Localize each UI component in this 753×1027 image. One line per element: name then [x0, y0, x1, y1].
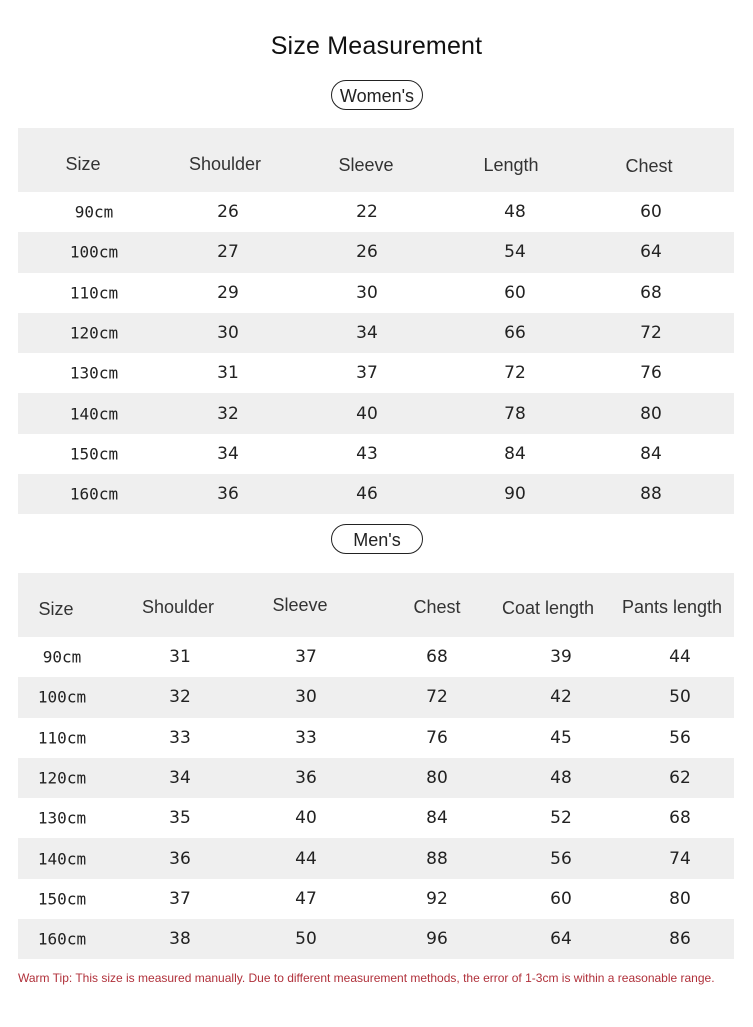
- measurement-cell: 33: [295, 727, 317, 748]
- size-cell: 110cm: [69, 283, 119, 303]
- measurement-cell: 22: [356, 202, 378, 223]
- measurement-cell: 31: [169, 647, 191, 668]
- measurement-cell: 44: [669, 647, 691, 668]
- table-row: [18, 353, 734, 393]
- measurement-cell: 48: [504, 202, 526, 223]
- measurement-cell: 31: [217, 363, 239, 384]
- measurement-cell: 96: [426, 929, 448, 950]
- measurement-cell: 56: [550, 848, 572, 869]
- measurement-cell: 74: [669, 848, 691, 869]
- measurement-cell: 68: [669, 808, 691, 829]
- measurement-cell: 29: [217, 282, 239, 303]
- measurement-cell: 45: [550, 727, 572, 748]
- measurement-cell: 68: [640, 282, 662, 303]
- header-sleeve: Sleeve: [272, 595, 328, 615]
- measurement-cell: 90: [504, 484, 526, 505]
- header-size: Size: [65, 154, 101, 174]
- size-cell: 160cm: [69, 484, 119, 504]
- table-row: [18, 434, 734, 474]
- measurement-cell: 30: [356, 282, 378, 303]
- measurement-cell: 80: [669, 888, 691, 909]
- measurement-cell: 84: [504, 443, 526, 464]
- measurement-cell: 60: [640, 202, 662, 223]
- header-shoulder: Shoulder: [188, 154, 262, 174]
- measurement-cell: 39: [550, 647, 572, 668]
- measurement-cell: 46: [356, 484, 378, 505]
- size-cell: 150cm: [37, 889, 87, 909]
- measurement-cell: 92: [426, 888, 448, 909]
- measurement-cell: 84: [640, 443, 662, 464]
- measurement-cell: 44: [295, 848, 317, 869]
- measurement-cell: 56: [669, 727, 691, 748]
- table-row: [18, 313, 734, 353]
- header-coat-length: Coat length: [501, 598, 595, 618]
- size-cell: 140cm: [37, 849, 87, 869]
- measurement-cell: 50: [669, 687, 691, 708]
- table-row: [18, 879, 734, 919]
- table-row: [18, 677, 734, 717]
- womens-size-table: [18, 128, 734, 514]
- header-pants-length: Pants length: [621, 597, 723, 617]
- measurement-cell: 50: [295, 929, 317, 950]
- measurement-cell: 36: [295, 768, 317, 789]
- table-row: [18, 474, 734, 514]
- mens-section-label: Men's: [331, 524, 423, 554]
- header-chest: Chest: [413, 597, 461, 617]
- table-row: [18, 273, 734, 313]
- measurement-cell: 42: [550, 687, 572, 708]
- size-cell: 130cm: [69, 363, 119, 383]
- womens-section-label: Women's: [331, 80, 423, 110]
- table-row: [18, 798, 734, 838]
- table-body: [18, 192, 734, 514]
- measurement-cell: 47: [295, 888, 317, 909]
- measurement-cell: 36: [217, 484, 239, 505]
- size-cell: 130cm: [37, 808, 87, 828]
- measurement-cell: 33: [169, 727, 191, 748]
- measurement-cell: 32: [217, 403, 239, 424]
- measurement-cell: 30: [295, 687, 317, 708]
- measurement-cell: 86: [669, 929, 691, 950]
- measurement-cell: 48: [550, 768, 572, 789]
- size-cell: 150cm: [69, 444, 119, 464]
- size-cell: 140cm: [69, 404, 119, 424]
- warm-tip-note: Warm Tip: This size is measured manually. Due to different measurement methods, the error of 1-3cm is within a reasonable range.: [18, 971, 715, 985]
- size-cell: 90cm: [74, 202, 114, 222]
- measurement-cell: 72: [504, 363, 526, 384]
- measurement-cell: 72: [426, 687, 448, 708]
- measurement-cell: 26: [356, 242, 378, 263]
- measurement-cell: 76: [426, 727, 448, 748]
- measurement-cell: 88: [426, 848, 448, 869]
- measurement-cell: 66: [504, 323, 526, 344]
- measurement-cell: 37: [169, 888, 191, 909]
- table-header: [18, 128, 734, 192]
- measurement-cell: 40: [356, 403, 378, 424]
- measurement-cell: 27: [217, 242, 239, 263]
- size-cell: 90cm: [42, 647, 82, 667]
- measurement-cell: 34: [217, 443, 239, 464]
- measurement-cell: 60: [504, 282, 526, 303]
- header-chest: Chest: [625, 156, 673, 176]
- size-cell: 110cm: [37, 728, 87, 748]
- measurement-cell: 37: [356, 363, 378, 384]
- table-row: [18, 393, 734, 433]
- measurement-cell: 26: [217, 202, 239, 223]
- measurement-cell: 60: [550, 888, 572, 909]
- table-row: [18, 758, 734, 798]
- measurement-cell: 34: [356, 323, 378, 344]
- measurement-cell: 80: [426, 768, 448, 789]
- table-row: [18, 232, 734, 272]
- measurement-cell: 64: [550, 929, 572, 950]
- measurement-cell: 38: [169, 929, 191, 950]
- size-cell: 160cm: [37, 929, 87, 949]
- table-row: [18, 919, 734, 959]
- measurement-cell: 72: [640, 323, 662, 344]
- measurement-cell: 68: [426, 647, 448, 668]
- measurement-cell: 52: [550, 808, 572, 829]
- size-cell: 100cm: [69, 242, 119, 262]
- measurement-cell: 36: [169, 848, 191, 869]
- header-sleeve: Sleeve: [338, 155, 394, 175]
- measurement-cell: 40: [295, 808, 317, 829]
- measurement-cell: 35: [169, 808, 191, 829]
- measurement-cell: 30: [217, 323, 239, 344]
- header-length: Length: [483, 155, 539, 175]
- table-row: [18, 192, 734, 232]
- header-shoulder: Shoulder: [141, 597, 215, 617]
- measurement-cell: 80: [640, 403, 662, 424]
- size-cell: 120cm: [69, 323, 119, 343]
- table-row: [18, 637, 734, 677]
- measurement-cell: 54: [504, 242, 526, 263]
- measurement-cell: 78: [504, 403, 526, 424]
- table-header: [18, 573, 734, 637]
- header-size: Size: [38, 599, 74, 619]
- table-body: [18, 637, 734, 959]
- table-row: [18, 718, 734, 758]
- measurement-cell: 34: [169, 768, 191, 789]
- measurement-cell: 43: [356, 443, 378, 464]
- measurement-cell: 76: [640, 363, 662, 384]
- size-cell: 100cm: [37, 687, 87, 707]
- mens-size-table: [18, 573, 734, 959]
- page-title: Size Measurement: [270, 32, 483, 60]
- measurement-cell: 88: [640, 484, 662, 505]
- measurement-cell: 32: [169, 687, 191, 708]
- measurement-cell: 37: [295, 647, 317, 668]
- measurement-cell: 64: [640, 242, 662, 263]
- measurement-cell: 62: [669, 768, 691, 789]
- measurement-cell: 84: [426, 808, 448, 829]
- table-row: [18, 838, 734, 878]
- size-cell: 120cm: [37, 768, 87, 788]
